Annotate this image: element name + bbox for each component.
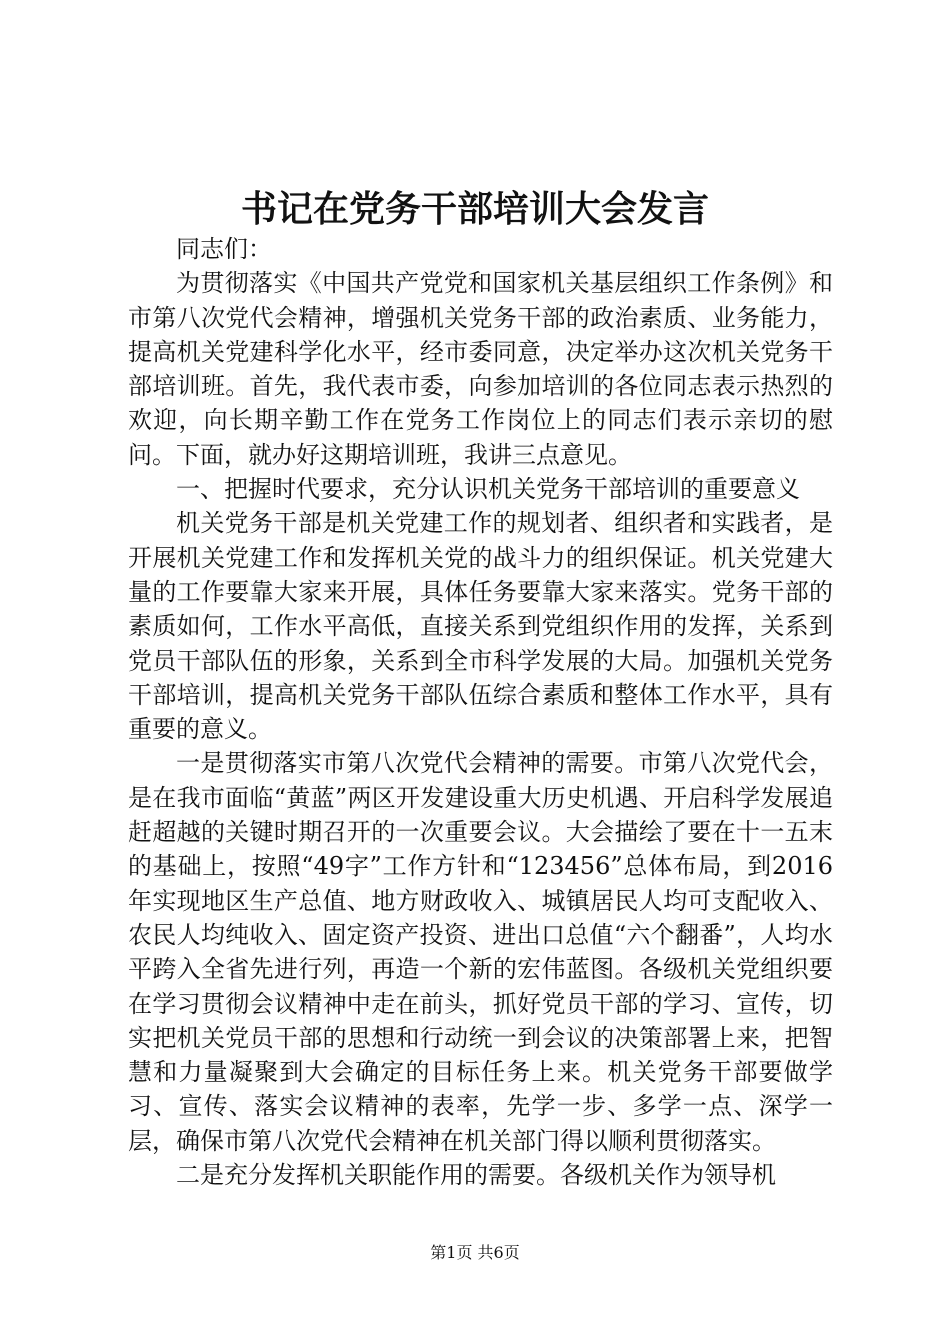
paragraph: 一是贯彻落实市第八次党代会精神的需要。市第八次党代会，是在我市面临“黄蓝”两区开发建设重大历史机遇、开启科学发展追赶超越的关键时期召开的一次重要会议。大会描绘了要在十一五末的基础上，按照“49字”工作方针和“123456”总体布局，到2016年实现地区生产总值、地方财政收入、城镇居民人均可支配收入、农民人均纯收入、固定资产投资、进出口总值“六个翻番”，人均水平跨入全省先进行列，再造一个新的宏伟蓝图。各级机关党组织要在学习贯彻会议精神中走在前头，抓好党员干部的学习、宣传，切实把机关党员干部的思想和行动统一到会议的决策部署上来，把智慧和力量凝聚到大会确定的目标任务上来。机关党务干部要做学习、宣传、落实会议精神的表率，先学一步、多学一点、深学一层，确保市第八次党代会精神在机关部门得以顺利贯彻落实。 [128,749,833,1155]
document-body [128,232,833,1192]
paragraph: 二是充分发挥机关职能作用的需要。各级机关作为领导机 [176,1161,776,1190]
page-number-footer: 第1页 共6页 [430,1243,520,1262]
paragraph-intro: 为贯彻落实《中国共产党党和国家机关基层组织工作条例》和市第八次党代会精神，增强机关党务干部的政治素质、业务能力，提高机关党建科学化水平，经市委同意，决定举办这次机关党务干部培训班。首先，我代表市委，向参加培训的各位同志表示热烈的欢迎，向长期辛勤工作在党务工作岗位上的同志们表示亲切的慰问。下面，就办好这期培训班，我讲三点意见。 [128,269,833,469]
section-heading-1: 一、把握时代要求，充分认识机关党务干部培训的重要意义 [176,475,800,504]
document-title: 书记在党务干部培训大会发言 [240,188,709,230]
salutation: 同志们： [176,235,272,263]
paragraph: 机关党务干部是机关党建工作的规划者、组织者和实践者，是开展机关党建工作和发挥机关党的战斗力的组织保证。机关党建大量的工作要靠大家来开展，具体任务要靠大家来落实。党务干部的素质如何，工作水平高低，直接关系到党组织作用的发挥，关系到党员干部队伍的形象，关系到全市科学发展的大局。加强机关党务干部培训，提高机关党务干部队伍综合素质和整体工作水平，具有重要的意义。 [128,509,833,744]
